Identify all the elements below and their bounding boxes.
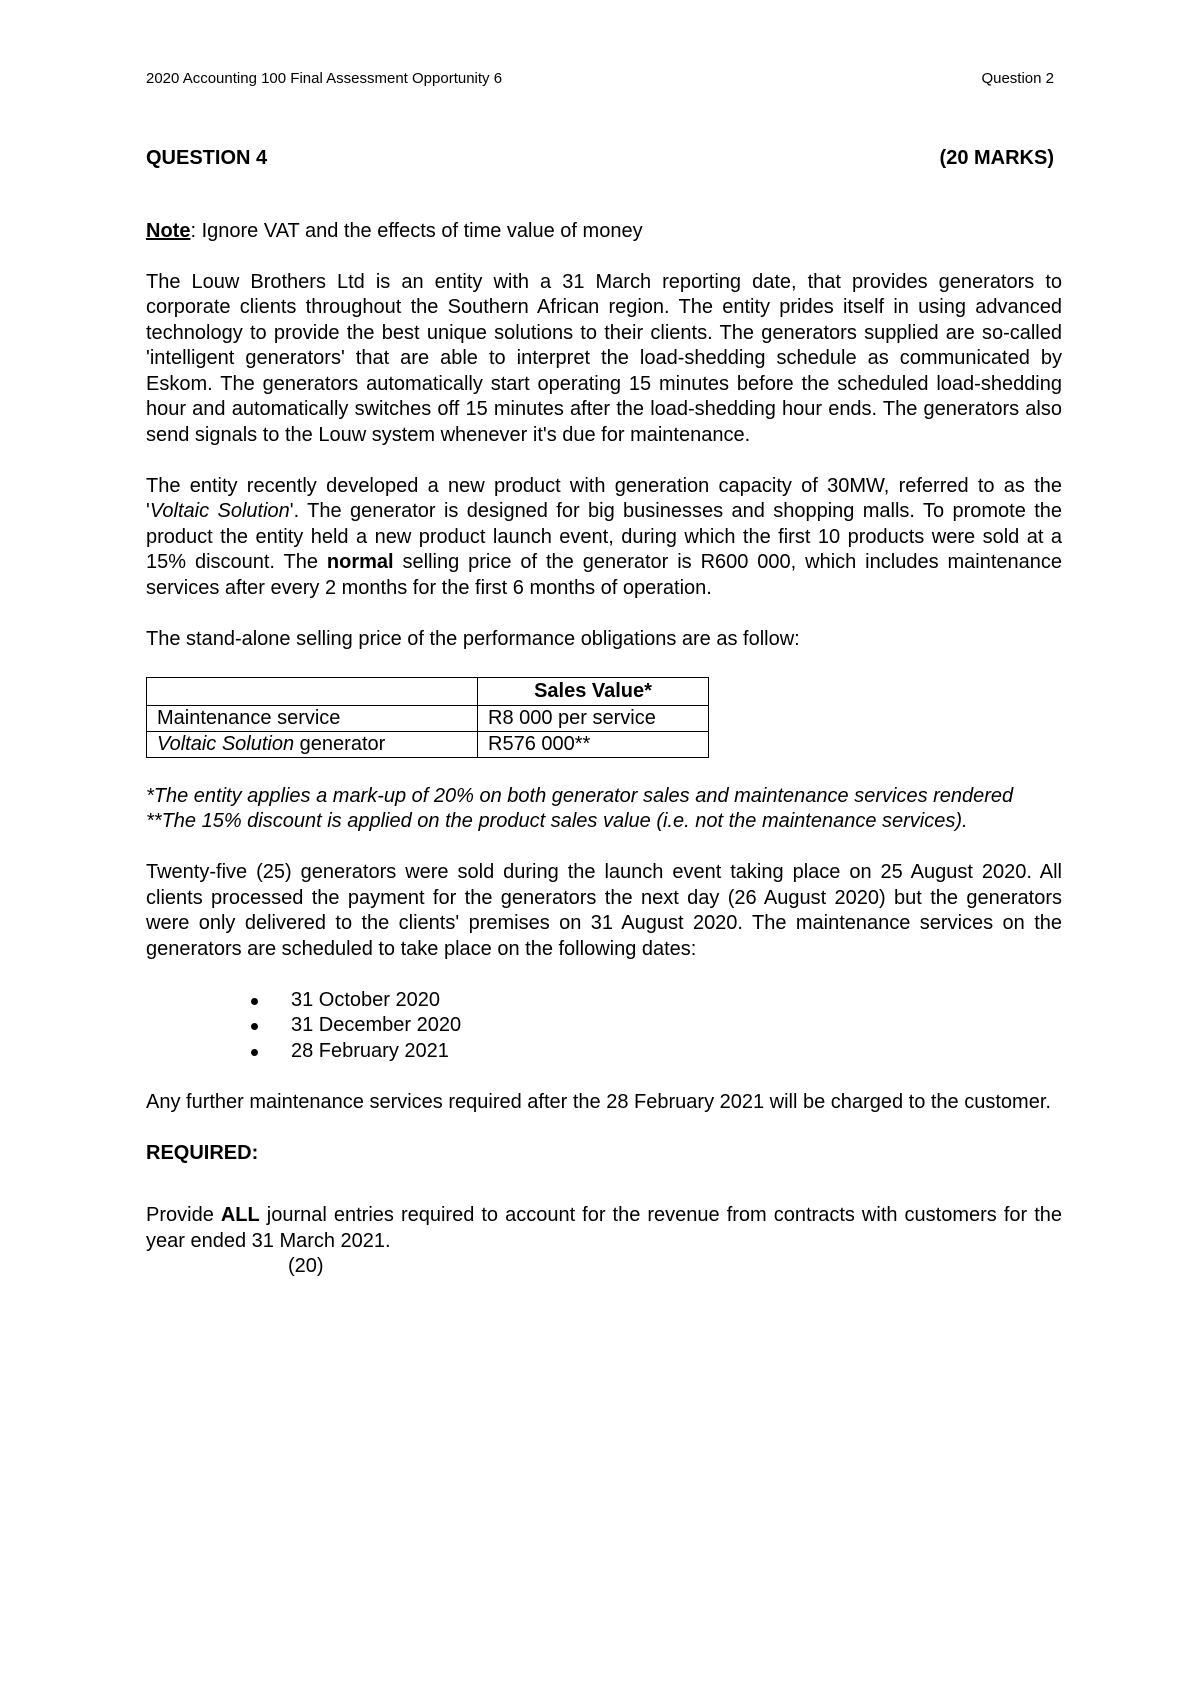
maintenance-date: 31 October 2020 xyxy=(291,988,440,1011)
note-text: : Ignore VAT and the effects of time value of money xyxy=(190,219,643,242)
table-cell-item: Maintenance service xyxy=(147,706,478,732)
table-cell-item xyxy=(147,732,478,758)
sales-value-table xyxy=(146,677,709,758)
bullet-icon xyxy=(251,998,258,1005)
table-cell-value: R8 000 per service xyxy=(478,706,709,732)
p2-text-c: selling price of the generator is R600 000, which includes maintenance services after every 2 months for the first 6 months of operation. xyxy=(146,551,1062,599)
footnote-discount: **The 15% discount is applied on the product sales value (i.e. not the maintenance services). xyxy=(146,810,968,832)
question-marks: (20 MARKS) xyxy=(939,147,1054,169)
table-cell-value: R576 000** xyxy=(478,732,709,758)
table-item-rest: generator xyxy=(294,733,386,755)
required-bold-word: ALL xyxy=(220,1204,260,1226)
paragraph-product-description xyxy=(146,474,1062,602)
maintenance-dates-list xyxy=(146,988,1062,1065)
running-header xyxy=(146,70,1054,92)
table-row xyxy=(147,706,709,732)
list-item xyxy=(251,988,1062,1014)
question-heading xyxy=(146,146,1062,172)
required-text-b: journal entries required to account for the revenue from contracts with customers for the year ended 31 March 2021. xyxy=(146,1204,1063,1252)
p2-product-name: Voltaic Solution xyxy=(149,500,290,522)
required-marks: (20) xyxy=(288,1255,324,1277)
header-course-title: 2020 Accounting 100 Final Assessment Opportunity 6 xyxy=(146,70,503,87)
table-header-empty xyxy=(147,678,478,706)
p2-text-a: The entity recently developed a new product with generation capacity of 30MW, referred to as the ' xyxy=(146,474,1062,522)
bullet-icon xyxy=(251,1023,258,1030)
required-instruction xyxy=(146,1203,1062,1254)
table-row xyxy=(147,732,709,758)
table-header-row xyxy=(147,678,709,706)
p2-bold-word: normal xyxy=(326,551,394,573)
table-product-name: Voltaic Solution xyxy=(157,733,295,755)
note-line xyxy=(146,219,1062,245)
list-item xyxy=(251,1039,1062,1065)
required-heading: REQUIRED: xyxy=(146,1141,259,1164)
maintenance-date: 31 December 2020 xyxy=(291,1014,462,1036)
p2-text-b: '. The generator is designed for big businesses and shopping malls. To promote the product the entity held a new product launch event, during which the first 10 products were sold at a 15% discount. The xyxy=(146,500,1062,573)
question-title: QUESTION 4 xyxy=(146,147,268,169)
paragraph-standalone-intro: The stand-alone selling price of the performance obligations are as follow: xyxy=(146,627,800,650)
footnote-markup: *The entity applies a mark-up of 20% on both generator sales and maintenance services rendered xyxy=(146,784,1014,807)
table-header-sales-value: Sales Value* xyxy=(478,678,709,706)
paragraph-company-description: The Louw Brothers Ltd is an entity with a 31 March reporting date, that provides generators to corporate clients throughout the Southern African region. The entity prides itself in using advanced technology to provide the best unique solutions to their clients. The generators supplied are so-called 'intelligent generators' that are able to interpret the load-shedding schedule as communicated by Eskom. The generators automatically start operating 15 minutes before the scheduled load-shedding hour and automatically switches off 15 minutes after the load-shedding hour ends. The generators also send signals to the Louw system whenever it's due for maintenance. xyxy=(146,270,1062,446)
question-content xyxy=(146,146,1062,1280)
note-label: Note xyxy=(146,219,191,242)
paragraph-sales-event: Twenty-five (25) generators were sold during the launch event taking place on 25 August 2020. All clients processed the payment for the generators the next day (26 August 2020) but the generators were only delivered to the clients' premises on 31 August 2020. The maintenance services on the generators are scheduled to take place on the following dates: xyxy=(146,861,1062,960)
maintenance-date: 28 February 2021 xyxy=(291,1039,449,1062)
paragraph-further-maintenance: Any further maintenance services required after the 28 February 2021 will be charged to the customer. xyxy=(146,1090,1051,1113)
bullet-icon xyxy=(251,1049,258,1056)
required-text-a: Provide xyxy=(146,1204,221,1226)
header-question-ref: Question 2 xyxy=(981,70,1054,87)
list-item xyxy=(251,1013,1062,1039)
